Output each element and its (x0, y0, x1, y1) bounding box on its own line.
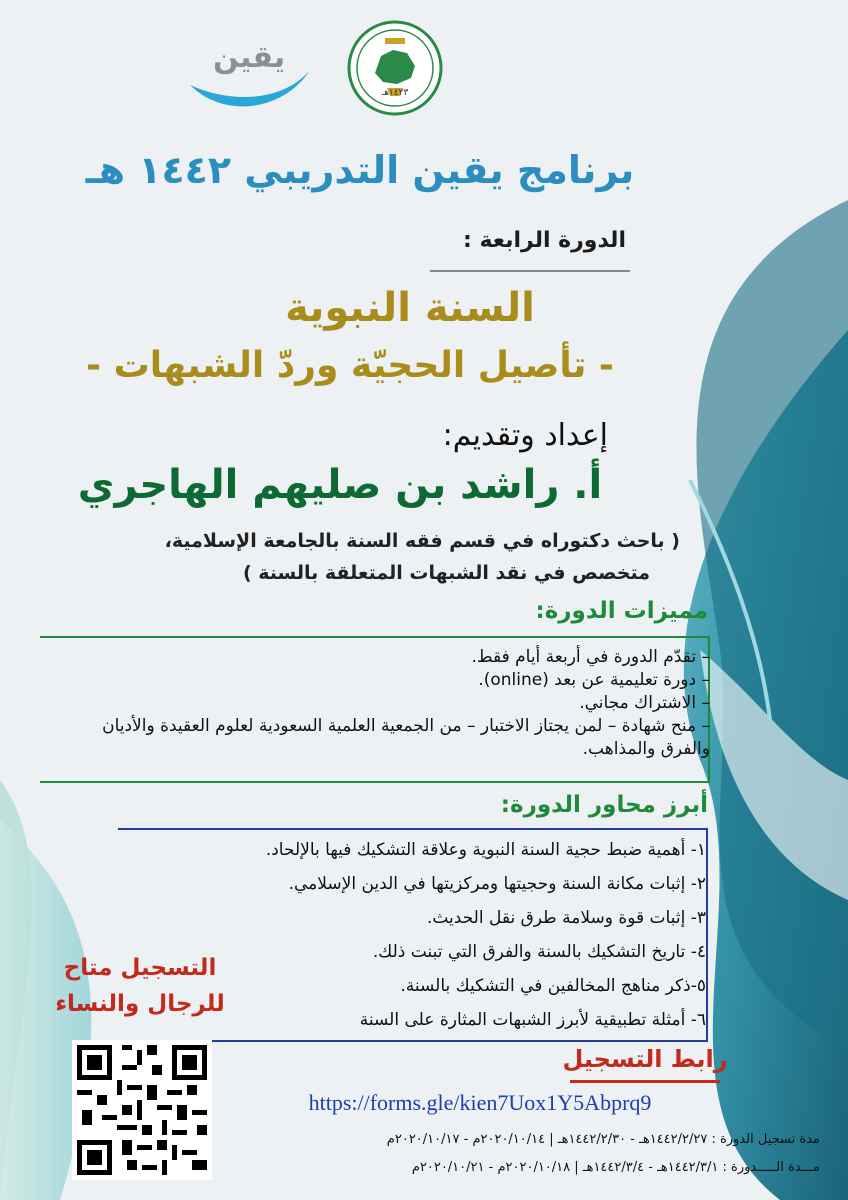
registration-note (40, 950, 240, 1022)
program-title: برنامج يقين التدريبي ١٤٤٢ هـ (85, 148, 635, 192)
society-logo-year: ١٤٢٣هـ (381, 88, 409, 98)
yaqeen-logo (185, 30, 315, 110)
registration-url-link[interactable]: https://forms.gle/kien7Uox1Y5Abprq9 (308, 1090, 652, 1115)
registration-period: مدة تسجيل الدورة : ١٤٤٢/٢/٢٧هـ - ١٤٤٢/٢/٣٠هـ | ٢٠٢٠/١٠/١٤م - ٢٠٢٠/١٠/١٧م (386, 1132, 820, 1147)
society-emblem-icon (345, 18, 445, 118)
axis-item: ٥-ذكر مناهج المخالفين في التشكيك بالسنة. (400, 976, 706, 996)
prepared-by-label: إعداد وتقديم: (442, 418, 608, 453)
qr-code[interactable] (72, 1040, 212, 1180)
course-label-divider (430, 270, 630, 272)
registration-note-line: التسجيل متاح (63, 955, 217, 981)
axis-item: ٦- أمثلة تطبيقية لأبرز الشبهات المثارة على السنة (359, 1010, 706, 1030)
feature-item: – منح شهادة – لمن يجتاز الاختبار – من الجمعية العلمية السعودية لعلوم العقيدة والأديان والفرق والمذاهب. (102, 716, 710, 759)
features-list (60, 646, 710, 761)
axes-title: أبرز محاور الدورة: (500, 792, 708, 818)
presenter-bio (150, 525, 680, 589)
qr-code-icon (72, 1040, 212, 1180)
society-logo (345, 18, 445, 118)
presenter-bio-line: متخصص في نقد الشبهات المتعلقة بالسنة ) (242, 562, 650, 584)
presenter-name: أ. راشد بن صليهم الهاجري (77, 462, 603, 508)
course-subtitle: - تأصيل الحجيّة وردّ الشبهات - (86, 345, 614, 386)
feature-item: – تقدّم الدورة في أربعة أيام فقط. (471, 647, 710, 667)
course-title: السنة النبوية (285, 285, 535, 331)
presenter-bio-line: ( باحث دكتوراه في قسم فقه السنة بالجامعة الإسلامية، (164, 530, 680, 552)
course-number-label: الدورة الرابعة : (462, 228, 626, 253)
features-title: مميزات الدورة: (535, 598, 708, 624)
registration-link-underline (570, 1080, 720, 1083)
axis-item: ٣- إثبات قوة وسلامة طرق نقل الحديث. (426, 908, 706, 928)
feature-item: – الاشتراك مجاني. (579, 693, 710, 713)
axis-item: ٢- إثبات مكانة السنة وحجيتها ومركزيتها في الدين الإسلامي. (288, 874, 706, 894)
course-period: مـــدة الـــــدورة : ١٤٤٢/٣/١هـ - ١٤٤٢/٣/٤هـ | ٢٠٢٠/١٠/١٨م - ٢٠٢٠/١٠/٢١م (411, 1160, 820, 1175)
axis-item: ٤- تاريخ التشكيك بالسنة والفرق التي تبنت ذلك. (372, 942, 706, 962)
yaqeen-swoosh-icon (185, 30, 315, 110)
yaqeen-logo-text: يقين (213, 40, 286, 75)
registration-link-label: رابط التسجيل (562, 1045, 728, 1073)
axis-item: ١- أهمية ضبط حجية السنة النبوية وعلاقة التشكيك فيها بالإلحاد. (265, 840, 706, 860)
feature-item: – دورة تعليمية عن بعد (online). (478, 670, 710, 690)
registration-note-line: للرجال والنساء (55, 991, 225, 1017)
